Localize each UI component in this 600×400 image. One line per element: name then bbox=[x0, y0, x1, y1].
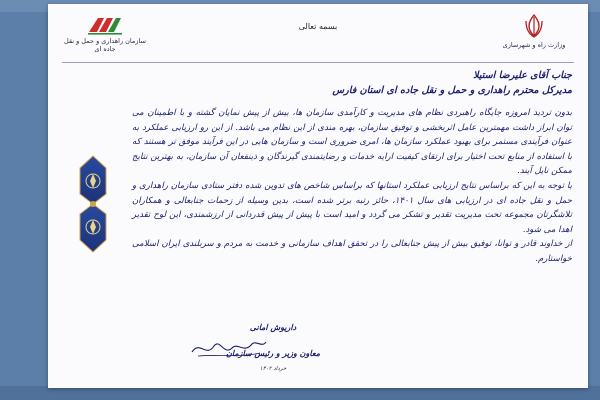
bism-header bbox=[258, 14, 378, 33]
letter-paragraph-3: از خداوند قادر و توانا، توفیق بیش از پیش جنابعالی را در تحقق اهداف سازمانی و خدمت به مردم و سربلندی ایران اسلامی خواستارم. bbox=[132, 239, 572, 264]
ministry-name: وزارت راه و شهرسازی bbox=[502, 41, 566, 49]
bism-text: بسمه تعالی bbox=[298, 22, 338, 31]
wall-bottom bbox=[0, 386, 600, 400]
signature-scribble bbox=[188, 334, 268, 362]
letter-page bbox=[48, 4, 588, 388]
ministry-header bbox=[494, 12, 574, 49]
header-divider bbox=[62, 62, 574, 63]
letter-date: خرداد ۱۴۰۲ bbox=[259, 366, 287, 372]
road-organization-logo-icon bbox=[85, 14, 125, 36]
ornament-icon bbox=[76, 154, 110, 254]
letter-paragraph-1: بدون تردید امروزه جایگاه راهبردی نظام های مدیریت و کارآمدی سازمان ها، بیش از پیش نمایان گشته و با اطمینان می توان ابراز داشت مهمترین عامل اثربخشی و توفیق سازمان، بهره مندی از این نظام می باشد. از این رو ارزیابی عملکرد به عنوان فرآیندی مستمر برای بهبود عملکرد سازمان ها، امری ضروری است و سازمان هایی در این فرآیند موفق تر هستند که با استفاده از منابع تحت اختیار برای ارتقای کیفیت ارایه خدمات و رضایتمندی گیرندگان و ذینفعان آن سازمان، به بهترین نتایج ممکن نایل آیند. bbox=[132, 108, 572, 177]
iran-emblem-icon bbox=[520, 12, 548, 40]
addressee-title: مدیرکل محترم راهداری و حمل و نقل جاده ای استان فارس bbox=[332, 85, 572, 96]
organization-name: سازمان راهداری و حمل و نقل جاده ای bbox=[64, 37, 146, 53]
letter-body bbox=[132, 68, 572, 267]
signer-title: معاون وزیر و رئیس سازمان bbox=[226, 348, 320, 358]
organization-header bbox=[60, 14, 150, 53]
addressee-name: جناب آقای علیرضا استیلا bbox=[473, 70, 572, 81]
letter-paragraph-2: با توجه به این که براساس نتایج ارزیابی عملکرد استانها که براساس شاخص های تدوین شده دفتر ستادی سازمان راهداری و حمل و نقل جاده ای در ارزیابی های سال ۱۴۰۱، حائز رتبه برتر شده است، بدین وسیله از زحمات جنابعالی و همکاران تلاشگرتان مجموعه تحت مدیریت تقدیر و تشکر می گردد و امید است با پیش از پیش قدردانی از ارزشمندی، این لوح تقدیر اهدا می شود. bbox=[132, 180, 572, 235]
signer-name: داریوش امانی bbox=[249, 322, 297, 332]
